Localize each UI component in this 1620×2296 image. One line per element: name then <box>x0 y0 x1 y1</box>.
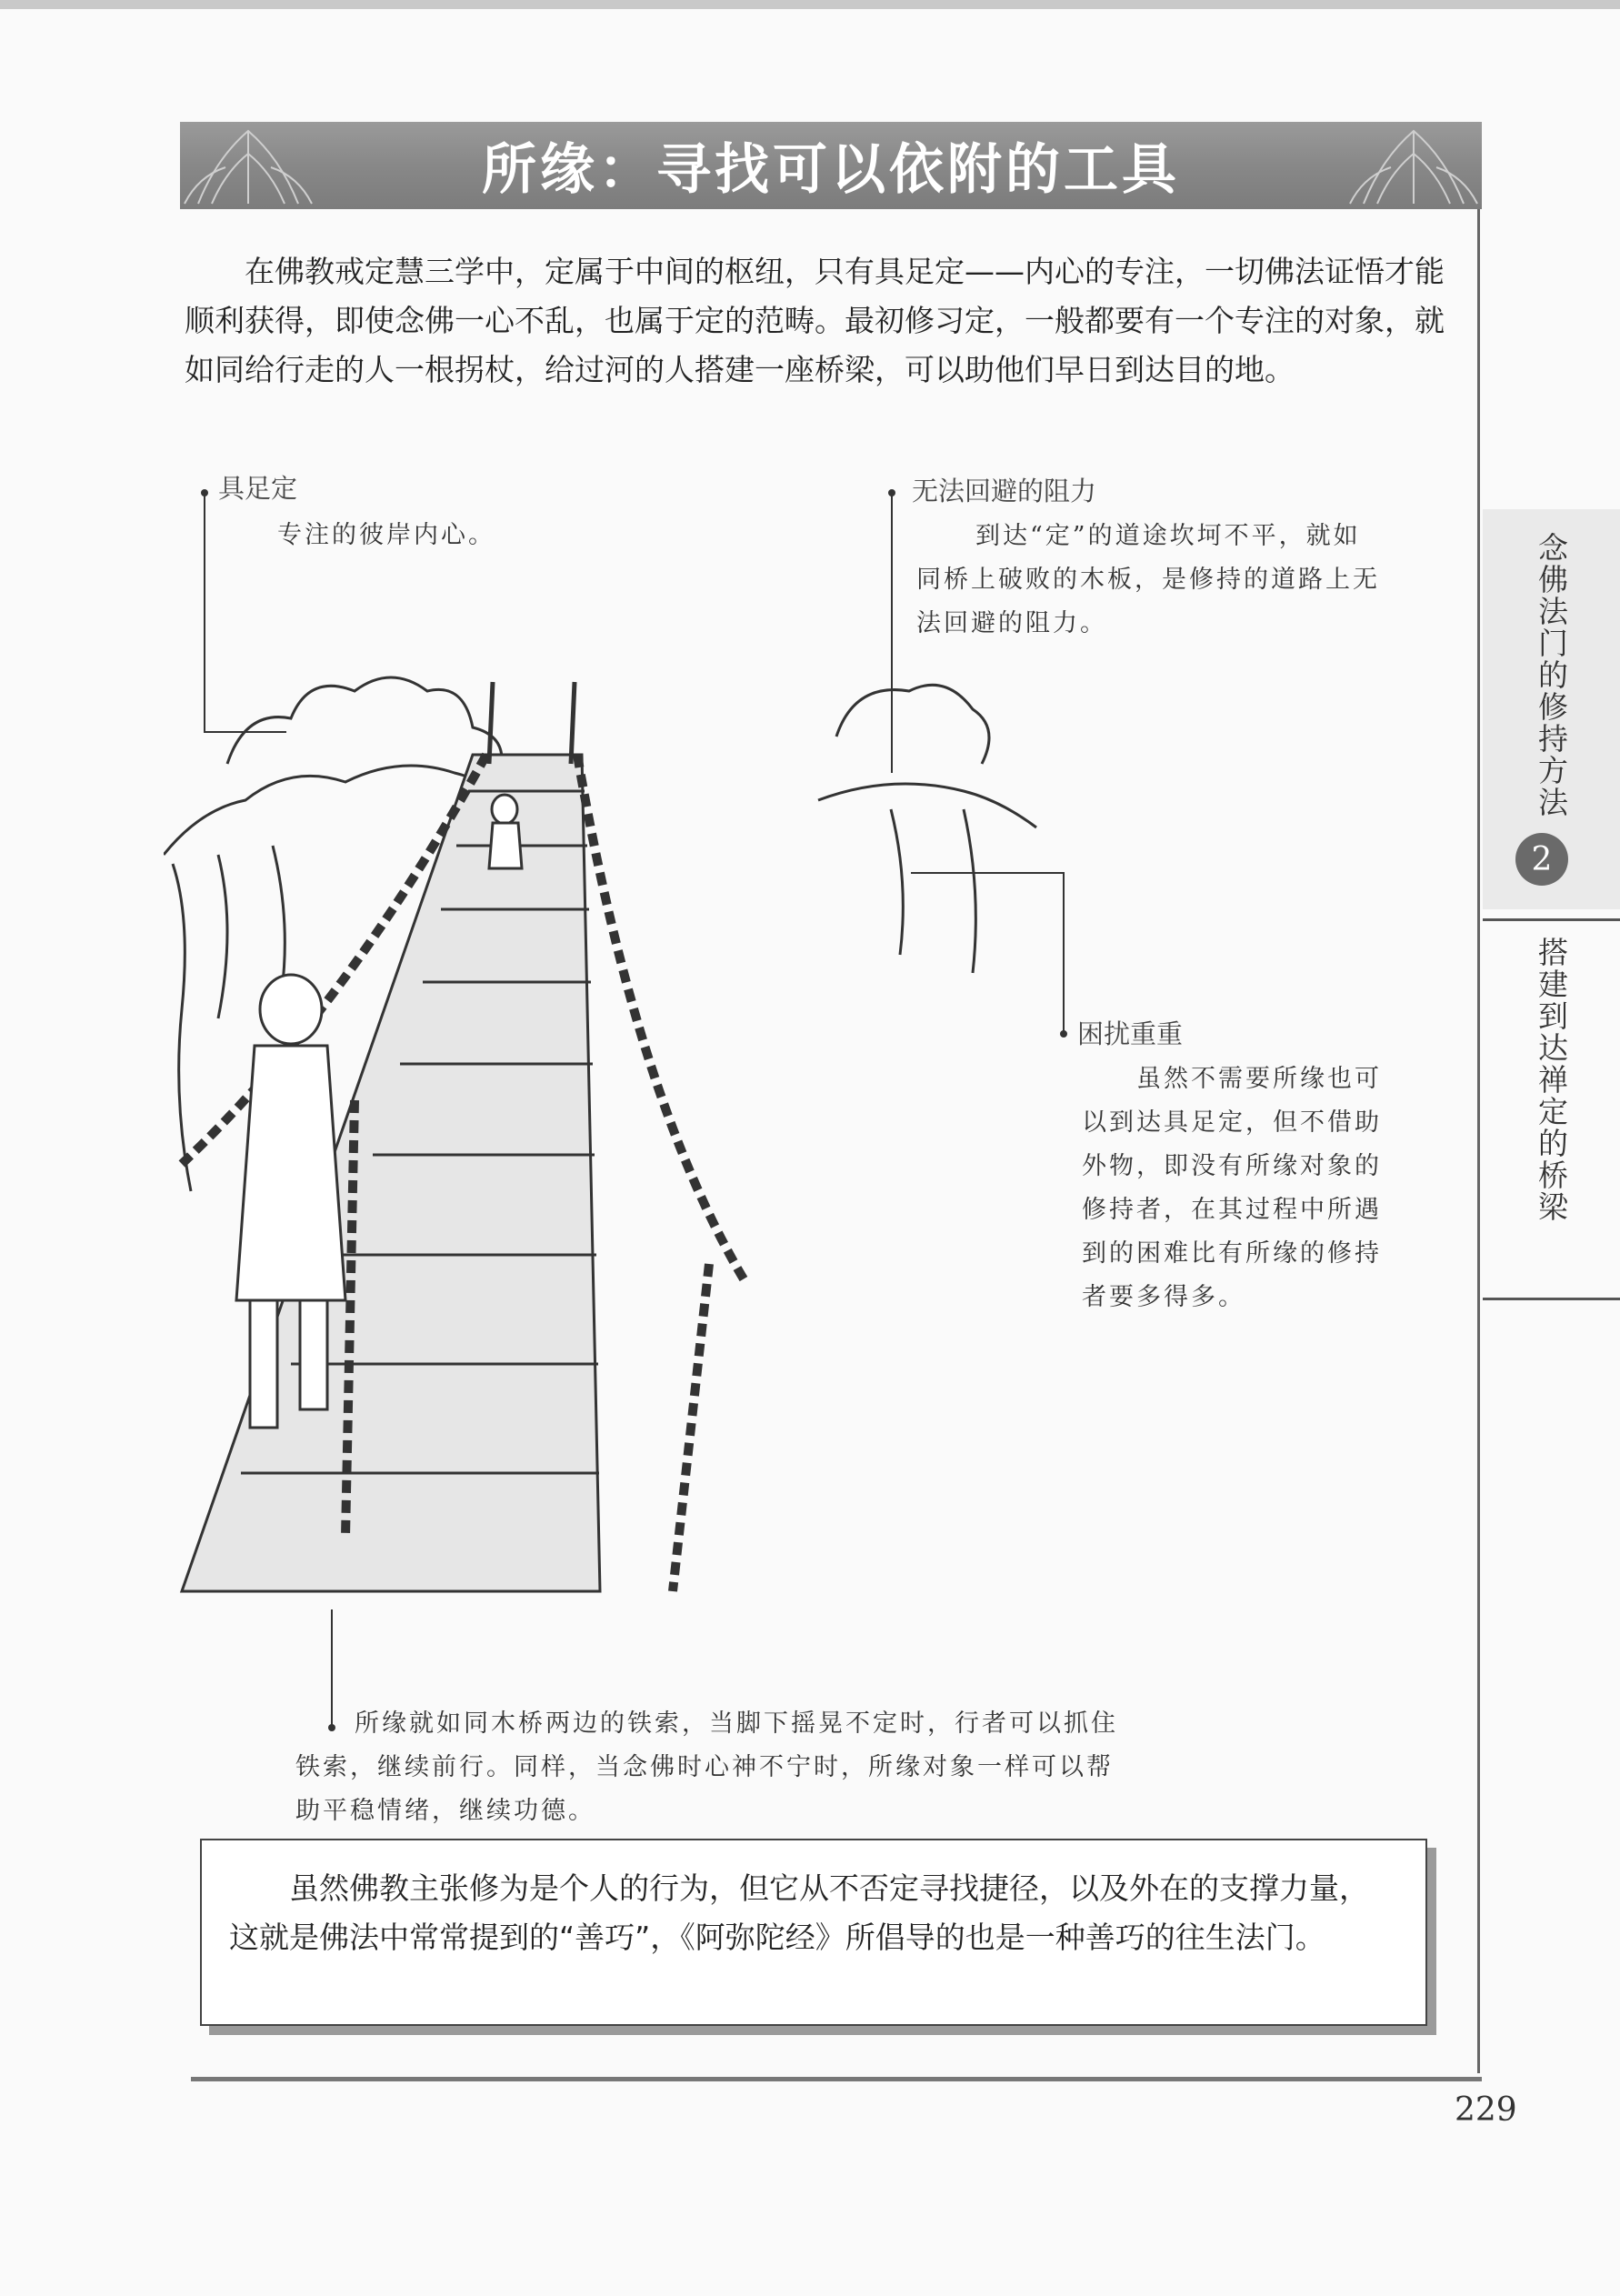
callout-text-wfhb <box>916 515 1444 646</box>
leader-line-jzd <box>191 482 291 755</box>
chapter-title: 搭建到达禅定的桥梁 <box>1534 937 1569 1223</box>
callout-text-suoyuan <box>295 1702 1477 1833</box>
bottom-rule <box>191 2077 1482 2081</box>
page-title: 所缘：寻找可以依附的工具 <box>482 138 1180 202</box>
summary-box <box>200 1839 1427 2026</box>
callout-line: 到达“定”的道途坎坷不平，就如 <box>975 522 1361 550</box>
callout-title-wfhb: 无法回避的阻力 <box>912 476 1097 506</box>
leader-line-wfhb <box>886 482 914 773</box>
callout-text-krzz <box>1082 1058 1445 1319</box>
callout-line: 铁索，继续前行。同样，当念佛时心神不宁时，所缘对象一样可以帮 <box>295 1753 1114 1781</box>
callout-line: 以到达具足定，但不借助 <box>1082 1108 1382 1137</box>
callout-line: 同桥上破败的木板，是修持的道路上无 <box>916 566 1380 594</box>
intro-paragraph: 在佛教戒定慧三学中，定属于中间的枢纽，只有具足定——内心的专注，一切佛法证悟才能顺利获得，即使念佛一心不乱，也属于定的范畴。最初修习定，一般都要有一个专注的对象，就如同给行走的人一根拐杖，给过河的人搭建一座桥梁，可以助他们早日到达目的地。 <box>185 254 1445 387</box>
callout-title-krzz: 困扰重重 <box>1077 1018 1184 1049</box>
page-number: 229 <box>1455 2091 1517 2129</box>
callout-line: 外物，即没有所缘对象的 <box>1082 1152 1382 1180</box>
bridge-illustration <box>164 627 1200 1691</box>
section-title: 念佛法门的修持方法 <box>1534 532 1569 818</box>
callout-title-jzd: 具足定 <box>218 473 298 504</box>
callout-line: 法回避的阻力。 <box>916 609 1107 637</box>
title-banner <box>180 122 1482 209</box>
callout-line: 修持者，在其过程中所遇 <box>1082 1196 1382 1224</box>
callout-line: 者要多得多。 <box>1082 1283 1245 1311</box>
callout-line: 所缘就如同木桥两边的铁索，当脚下摇晃不定时，行者可以抓住 <box>355 1709 1118 1738</box>
callout-line: 到的困难比有所缘的修持 <box>1082 1239 1382 1268</box>
callout-line: 虽然不需要所缘也可 <box>1136 1065 1382 1093</box>
lotus-ornament-left <box>180 122 316 209</box>
callout-text-jzd: 专注的彼岸内心。 <box>277 521 495 549</box>
lotus-ornament-right <box>1345 122 1482 209</box>
leader-line-krzz <box>909 868 1091 1041</box>
chapter-number-badge: 2 <box>1515 833 1568 886</box>
top-rule <box>0 0 1620 9</box>
callout-line: 助平稳情绪，继续功德。 <box>295 1797 595 1825</box>
summary-text: 虽然佛教主张修为是个人的行为，但它从不否定寻找捷径，以及外在的支撑力量，这就是佛法中常常提到的“善巧”，《阿弥陀经》所倡导的也是一种善巧的往生法门。 <box>229 1870 1369 1955</box>
